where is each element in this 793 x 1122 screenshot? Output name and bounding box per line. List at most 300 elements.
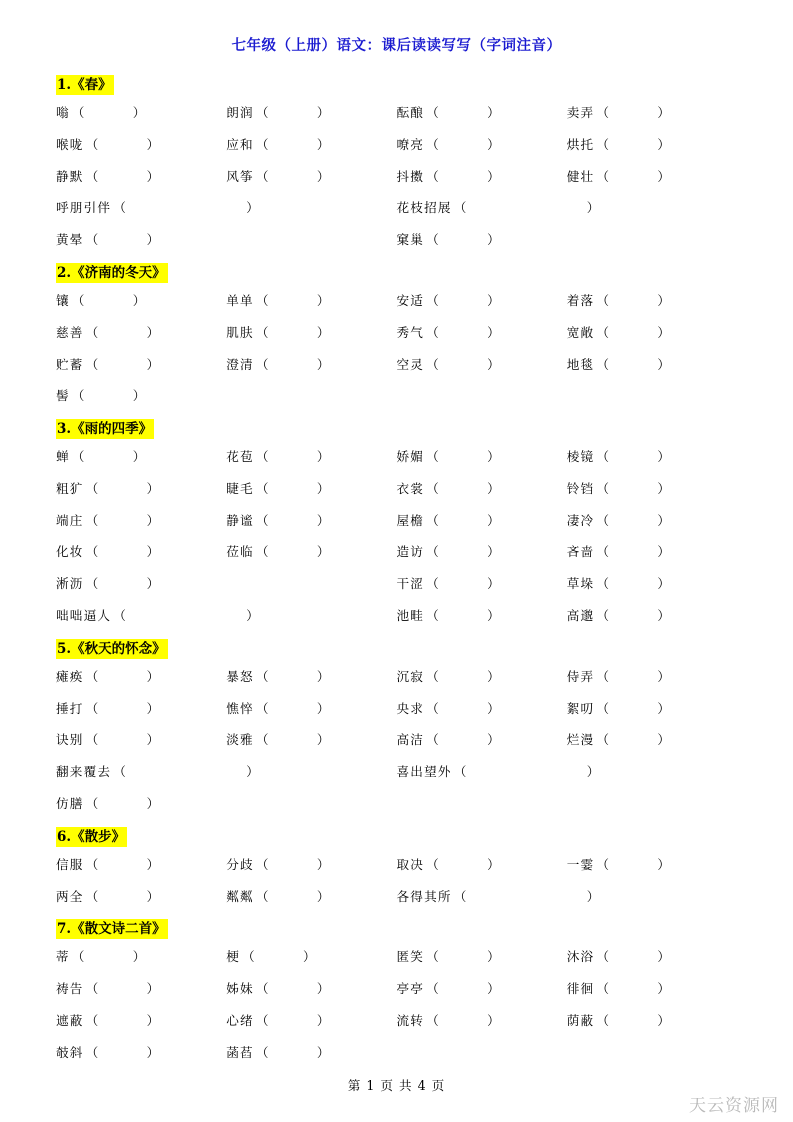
- word-row: [56, 600, 737, 632]
- pinyin-blank-open: （: [255, 293, 269, 309]
- pinyin-blank-close: ）: [316, 356, 330, 372]
- page-title: 七年级（上册）语文：课后读读写写（字词注音）: [231, 37, 562, 54]
- word-entry: [397, 661, 567, 693]
- word-entry: [397, 349, 567, 381]
- word-entry: [56, 380, 226, 412]
- pinyin-blank-open: （: [426, 136, 440, 152]
- word-text: 攲斜: [56, 1044, 84, 1060]
- section: [56, 633, 737, 820]
- word-row: [56, 317, 737, 349]
- pinyin-blank-open: （: [596, 1012, 610, 1028]
- pinyin-blank-close: ）: [132, 388, 146, 404]
- page-footer: 第 1 页 共 4 页: [347, 1078, 446, 1093]
- pinyin-blank-close: ）: [146, 136, 160, 152]
- pinyin-blank-close: ）: [487, 512, 501, 528]
- pinyin-blank-open: （: [113, 764, 127, 780]
- pinyin-blank-open: （: [426, 481, 440, 496]
- pinyin-blank-open: （: [426, 668, 440, 684]
- word-row: [56, 788, 737, 820]
- pinyin-blank-open: （: [71, 105, 85, 121]
- word-text: 造访: [396, 544, 425, 560]
- pinyin-blank-open: （: [596, 293, 610, 309]
- word-entry: [567, 317, 737, 349]
- pinyin-blank-close: ）: [316, 168, 330, 184]
- word-entry: [226, 1037, 396, 1069]
- word-text: 流转: [396, 1012, 425, 1028]
- pinyin-blank-close: ）: [146, 1012, 160, 1028]
- word-text: 宽敞: [566, 324, 595, 340]
- pinyin-blank-close: ）: [146, 481, 160, 496]
- word-row: [56, 661, 737, 693]
- pinyin-blank-close: ）: [657, 544, 671, 560]
- word-entry: [226, 536, 396, 568]
- word-entry: [226, 349, 396, 381]
- word-text: 瘫痪: [56, 668, 84, 684]
- word-entry: [226, 568, 396, 600]
- pinyin-blank-close: ）: [316, 856, 330, 872]
- pinyin-blank-close: ）: [146, 795, 160, 811]
- pinyin-blank-open: （: [85, 168, 99, 184]
- pinyin-blank-open: （: [85, 732, 99, 748]
- pinyin-blank-open: （: [255, 105, 269, 121]
- pinyin-blank-open: （: [85, 512, 99, 528]
- word-text: 地毯: [566, 356, 595, 372]
- word-entry: [397, 973, 567, 1005]
- word-entry: [56, 941, 226, 973]
- pinyin-blank-close: ）: [487, 356, 501, 372]
- word-text: 徘徊: [566, 981, 595, 997]
- word-text: 匿笑: [396, 949, 425, 965]
- word-row: [56, 881, 737, 913]
- word-text: 莅临: [226, 544, 254, 560]
- pinyin-blank-open: （: [71, 449, 85, 465]
- pinyin-blank-open: （: [596, 949, 610, 965]
- sections-container: [56, 69, 737, 1068]
- word-entry: [397, 693, 567, 725]
- word-entry: [397, 881, 738, 913]
- pinyin-blank-close: ）: [146, 232, 160, 248]
- pinyin-blank-open: （: [426, 576, 440, 592]
- word-text: 沉寂: [396, 668, 425, 684]
- pinyin-blank-open: （: [85, 1012, 99, 1028]
- word-text: 捶打: [56, 700, 84, 716]
- pinyin-blank-close: ）: [657, 356, 671, 372]
- word-entry: [56, 192, 397, 224]
- pinyin-blank-close: ）: [487, 136, 501, 152]
- pinyin-blank-close: ）: [657, 168, 671, 184]
- pinyin-blank-close: ）: [316, 324, 330, 340]
- word-entry: [567, 505, 737, 537]
- word-entry: [56, 129, 226, 161]
- word-entry: [56, 756, 397, 788]
- pinyin-blank-close: ）: [657, 324, 671, 340]
- word-entry: [397, 129, 567, 161]
- word-row: [56, 1037, 737, 1069]
- word-text: 高邈: [566, 607, 595, 623]
- word-entry: [397, 756, 738, 788]
- pinyin-blank-open: （: [426, 544, 440, 560]
- pinyin-blank-close: ）: [657, 981, 671, 997]
- word-text: 花枝招展: [396, 200, 452, 216]
- pinyin-blank-close: ）: [487, 105, 501, 121]
- pinyin-blank-close: ）: [487, 232, 501, 248]
- word-text: 静默: [56, 168, 84, 184]
- word-text: 两全: [56, 888, 84, 904]
- pinyin-blank-close: ）: [246, 764, 260, 780]
- pinyin-blank-open: （: [85, 544, 99, 560]
- word-entry: [56, 661, 226, 693]
- pinyin-blank-close: ）: [132, 949, 146, 965]
- pinyin-blank-open: （: [255, 544, 269, 560]
- word-text: 咄咄逼人: [56, 607, 112, 623]
- word-text: 空灵: [396, 356, 425, 372]
- pinyin-blank-close: ）: [487, 324, 501, 340]
- word-entry: [56, 224, 397, 256]
- word-text: 憔悴: [226, 700, 254, 716]
- pinyin-blank-open: （: [255, 356, 269, 372]
- section-heading: 3.《雨的四季》: [56, 419, 154, 439]
- pinyin-blank-close: ）: [657, 700, 671, 716]
- pinyin-blank-close: ）: [487, 449, 501, 465]
- pinyin-blank-close: ）: [657, 136, 671, 152]
- word-entry: [56, 1037, 226, 1069]
- pinyin-blank-close: ）: [657, 949, 671, 965]
- word-row: [56, 380, 737, 412]
- word-entry: [226, 661, 396, 693]
- pinyin-blank-close: ）: [316, 1044, 330, 1060]
- word-entry: [226, 849, 396, 881]
- pinyin-blank-close: ）: [246, 607, 260, 623]
- word-text: 蝉: [56, 449, 70, 465]
- word-row: [56, 724, 737, 756]
- pinyin-blank-close: ）: [316, 888, 330, 904]
- pinyin-blank-close: ）: [586, 764, 600, 780]
- word-text: 诀别: [56, 732, 84, 748]
- word-entry: [56, 349, 226, 381]
- pinyin-blank-open: （: [85, 668, 99, 684]
- pinyin-blank-open: （: [255, 449, 269, 465]
- pinyin-blank-close: ）: [132, 105, 146, 121]
- word-entry: [56, 600, 397, 632]
- pinyin-blank-open: （: [255, 136, 269, 152]
- pinyin-blank-open: （: [255, 668, 269, 684]
- pinyin-blank-open: （: [426, 449, 440, 465]
- word-entry: [567, 161, 737, 193]
- word-text: 央求: [396, 700, 425, 716]
- word-entry: [56, 536, 226, 568]
- pinyin-blank-close: ）: [132, 293, 146, 309]
- pinyin-blank-close: ）: [657, 293, 671, 309]
- word-entry: [567, 724, 737, 756]
- pinyin-blank-close: ）: [316, 700, 330, 716]
- word-entry: [397, 600, 567, 632]
- pinyin-blank-open: （: [255, 324, 269, 340]
- pinyin-blank-open: （: [453, 888, 467, 904]
- pinyin-blank-close: ）: [657, 856, 671, 872]
- section-heading: 1.《春》: [56, 75, 114, 95]
- word-text: 干涩: [396, 576, 425, 592]
- word-row: [56, 129, 737, 161]
- word-entry: [567, 661, 737, 693]
- word-text: 喉咙: [56, 136, 84, 152]
- pinyin-blank-close: ）: [657, 576, 671, 592]
- pinyin-blank-open: （: [85, 795, 99, 811]
- pinyin-blank-close: ）: [316, 668, 330, 684]
- word-entry: [567, 285, 737, 317]
- word-text: 髻: [56, 388, 70, 404]
- pinyin-blank-open: （: [426, 232, 440, 248]
- pinyin-blank-close: ）: [487, 1012, 501, 1028]
- pinyin-blank-open: （: [596, 700, 610, 716]
- word-entry: [567, 941, 737, 973]
- pinyin-blank-open: （: [71, 949, 85, 965]
- pinyin-blank-open: （: [71, 293, 85, 309]
- word-entry: [226, 505, 396, 537]
- pinyin-blank-open: （: [426, 293, 440, 309]
- pinyin-blank-open: （: [85, 576, 99, 592]
- pinyin-blank-close: ）: [487, 293, 501, 309]
- pinyin-blank-close: ）: [487, 856, 501, 872]
- pinyin-blank-close: ）: [657, 481, 671, 496]
- word-entry: [226, 693, 396, 725]
- word-entry: [56, 473, 226, 505]
- word-row: [56, 97, 737, 129]
- word-entry: [397, 441, 567, 473]
- word-entry: [567, 441, 737, 473]
- pinyin-blank-open: （: [596, 324, 610, 340]
- pinyin-blank-open: （: [255, 168, 269, 184]
- word-text: 朗润: [226, 105, 254, 121]
- word-text: 梗: [226, 949, 241, 965]
- section: [56, 913, 737, 1068]
- word-text: 着落: [566, 293, 595, 309]
- pinyin-blank-open: （: [596, 981, 610, 997]
- word-row: [56, 285, 737, 317]
- pinyin-blank-open: （: [85, 981, 99, 997]
- pinyin-blank-close: ）: [487, 607, 501, 623]
- pinyin-blank-open: （: [85, 136, 99, 152]
- pinyin-blank-open: （: [85, 1044, 99, 1060]
- word-text: 安适: [396, 293, 425, 309]
- pinyin-blank-close: ）: [316, 481, 330, 496]
- pinyin-blank-open: （: [453, 764, 467, 780]
- word-row: [56, 161, 737, 193]
- pinyin-blank-open: （: [596, 136, 610, 152]
- word-entry: [397, 568, 567, 600]
- pinyin-blank-close: ）: [657, 607, 671, 623]
- section: [56, 413, 737, 632]
- pinyin-blank-open: （: [255, 888, 269, 904]
- pinyin-blank-close: ）: [316, 1012, 330, 1028]
- word-entry: [56, 724, 226, 756]
- pinyin-blank-close: ）: [146, 544, 160, 560]
- section-heading: 7.《散文诗二首》: [56, 919, 168, 939]
- word-text: 镶: [56, 293, 70, 309]
- pinyin-blank-open: （: [426, 324, 440, 340]
- pinyin-blank-close: ）: [657, 449, 671, 465]
- pinyin-blank-open: （: [85, 324, 99, 340]
- pinyin-blank-open: （: [426, 856, 440, 872]
- word-text: 暴怒: [226, 668, 254, 684]
- word-text: 心绪: [226, 1012, 254, 1028]
- word-row: [56, 693, 737, 725]
- word-text: 健壮: [566, 168, 595, 184]
- pinyin-blank-open: （: [255, 700, 269, 716]
- word-entry: [397, 161, 567, 193]
- pinyin-blank-open: （: [596, 544, 610, 560]
- pinyin-blank-open: （: [85, 700, 99, 716]
- word-entry: [397, 224, 738, 256]
- word-entry: [397, 941, 567, 973]
- word-entry: [56, 881, 226, 913]
- pinyin-blank-open: （: [426, 356, 440, 372]
- word-entry: [397, 505, 567, 537]
- word-text: 衣裳: [396, 481, 425, 496]
- pinyin-blank-open: （: [255, 1012, 269, 1028]
- pinyin-blank-close: ）: [657, 668, 671, 684]
- word-entry: [397, 1005, 567, 1037]
- pinyin-blank-close: ）: [246, 200, 260, 216]
- word-text: 贮蓄: [56, 356, 84, 372]
- pinyin-blank-open: （: [255, 481, 269, 496]
- pinyin-blank-close: ）: [146, 888, 160, 904]
- pinyin-blank-open: （: [113, 607, 127, 623]
- word-entry: [226, 973, 396, 1005]
- word-entry: [397, 473, 567, 505]
- word-entry: [56, 285, 226, 317]
- pinyin-blank-close: ）: [657, 732, 671, 748]
- word-entry: [56, 161, 226, 193]
- pinyin-blank-close: ）: [487, 949, 501, 965]
- pinyin-blank-open: （: [596, 732, 610, 748]
- word-entry: [567, 973, 737, 1005]
- pinyin-blank-close: ）: [146, 324, 160, 340]
- pinyin-blank-open: （: [596, 168, 610, 184]
- word-text: 粼粼: [226, 888, 254, 904]
- pinyin-blank-close: ）: [487, 544, 501, 560]
- word-text: 荫蔽: [566, 1012, 595, 1028]
- word-row: [56, 192, 737, 224]
- pinyin-blank-open: （: [453, 200, 467, 216]
- section-heading: 2.《济南的冬天》: [56, 263, 168, 283]
- word-entry: [567, 1005, 737, 1037]
- word-text: 一霎: [566, 856, 595, 872]
- word-text: 祷告: [56, 981, 84, 997]
- pinyin-blank-open: （: [113, 200, 127, 216]
- word-text: 抖擞: [396, 168, 425, 184]
- section-heading: 6.《散步》: [56, 827, 127, 847]
- word-text: 池畦: [396, 607, 425, 623]
- word-text: 酝酿: [396, 105, 425, 121]
- word-text: 姊妹: [226, 981, 254, 997]
- section: [56, 69, 737, 256]
- word-entry: [56, 1005, 226, 1037]
- word-text: 烂漫: [566, 732, 595, 748]
- pinyin-blank-close: ）: [146, 981, 160, 997]
- word-entry: [567, 129, 737, 161]
- pinyin-blank-open: （: [426, 981, 440, 997]
- word-text: 睫毛: [226, 481, 254, 496]
- pinyin-blank-open: （: [596, 481, 610, 496]
- word-text: 黄晕: [56, 232, 84, 248]
- pinyin-blank-close: ）: [146, 168, 160, 184]
- word-entry: [397, 192, 738, 224]
- pinyin-blank-close: ）: [146, 1044, 160, 1060]
- pinyin-blank-open: （: [426, 168, 440, 184]
- pinyin-blank-close: ）: [316, 293, 330, 309]
- word-row: [56, 568, 737, 600]
- word-text: 亭亭: [396, 981, 425, 997]
- watermark: 天云资源网: [689, 1096, 779, 1116]
- word-text: 应和: [226, 136, 254, 152]
- pinyin-blank-close: ）: [657, 105, 671, 121]
- word-text: 花苞: [226, 449, 254, 465]
- pinyin-blank-open: （: [426, 512, 440, 528]
- pinyin-blank-open: （: [85, 232, 99, 248]
- pinyin-blank-close: ）: [146, 576, 160, 592]
- pinyin-blank-close: ）: [316, 732, 330, 748]
- word-text: 嗡: [56, 105, 70, 121]
- pinyin-blank-open: （: [596, 607, 610, 623]
- word-row: [56, 941, 737, 973]
- pinyin-blank-open: （: [255, 732, 269, 748]
- word-row: [56, 973, 737, 1005]
- pinyin-blank-open: （: [596, 856, 610, 872]
- pinyin-blank-close: ）: [132, 449, 146, 465]
- word-text: 慈善: [56, 324, 84, 340]
- pinyin-blank-open: （: [255, 512, 269, 528]
- word-text: 高洁: [396, 732, 425, 748]
- pinyin-blank-close: ）: [146, 512, 160, 528]
- word-text: 信服: [56, 856, 84, 872]
- pinyin-blank-close: ）: [586, 200, 600, 216]
- pinyin-blank-open: （: [596, 356, 610, 372]
- pinyin-blank-close: ）: [657, 512, 671, 528]
- pinyin-blank-open: （: [426, 700, 440, 716]
- word-entry: [567, 693, 737, 725]
- word-entry: [226, 473, 396, 505]
- word-text: 分歧: [226, 856, 254, 872]
- pinyin-blank-close: ）: [146, 668, 160, 684]
- pinyin-blank-open: （: [596, 105, 610, 121]
- word-entry: [567, 349, 737, 381]
- word-entry: [397, 285, 567, 317]
- pinyin-blank-close: ）: [316, 544, 330, 560]
- word-entry: [226, 285, 396, 317]
- word-text: 静谧: [226, 512, 254, 528]
- pinyin-blank-close: ）: [146, 732, 160, 748]
- word-text: 凄冷: [566, 512, 595, 528]
- pinyin-blank-open: （: [255, 981, 269, 997]
- pinyin-blank-close: ）: [316, 512, 330, 528]
- word-text: 沐浴: [566, 949, 595, 965]
- pinyin-blank-close: ）: [146, 856, 160, 872]
- word-entry: [567, 600, 737, 632]
- word-text: 仿膳: [56, 795, 84, 811]
- pinyin-blank-open: （: [596, 512, 610, 528]
- word-entry: [56, 441, 226, 473]
- word-row: [56, 849, 737, 881]
- word-text: 窠巢: [396, 232, 425, 248]
- word-entry: [567, 473, 737, 505]
- word-text: 铃铛: [566, 481, 595, 496]
- word-text: 各得其所: [396, 888, 452, 904]
- pinyin-blank-open: （: [85, 481, 99, 496]
- word-entry: [226, 1005, 396, 1037]
- word-text: 遮蔽: [56, 1012, 84, 1028]
- pinyin-blank-close: ）: [487, 732, 501, 748]
- pinyin-blank-close: ）: [316, 105, 330, 121]
